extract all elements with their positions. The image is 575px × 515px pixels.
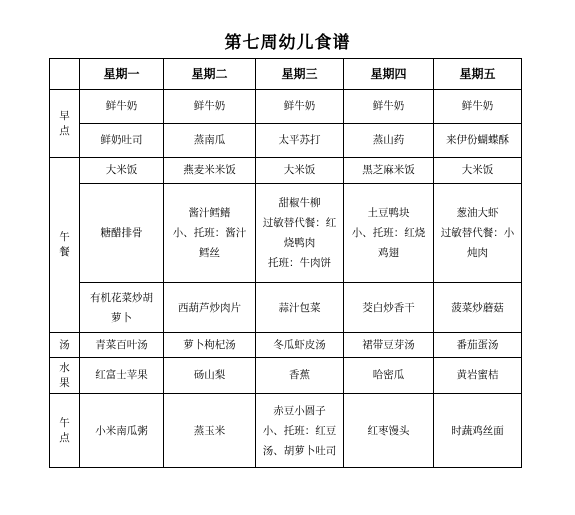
menu-table [49, 58, 522, 468]
menu-cell [164, 394, 256, 468]
cell-line: 红枣馒头 [367, 424, 410, 437]
snack-row [50, 394, 522, 468]
cell-line: 烧鸭肉 [283, 237, 316, 249]
menu-cell: 蒸南瓜 [164, 124, 256, 158]
cell-line: 托班：牛肉饼 [268, 257, 331, 269]
cell-line: 茭白炒香干 [362, 301, 415, 314]
cell-line: 小米南瓜粥 [95, 424, 148, 437]
menu-cell: 哈密瓜 [344, 358, 434, 394]
cell-line: 小、托班：红豆 [262, 424, 337, 437]
cell-line: 赤豆小圆子 [273, 404, 326, 417]
menu-cell [164, 184, 256, 283]
menu-cell: 鲜奶吐司 [80, 124, 164, 158]
menu-cell: 鲜牛奶 [256, 90, 344, 124]
breakfast-row-1 [50, 90, 522, 124]
menu-cell [80, 394, 164, 468]
menu-cell: 番茄蛋汤 [434, 333, 522, 358]
menu-cell: 香蕉 [256, 358, 344, 394]
menu-cell [80, 184, 164, 283]
menu-cell: 萝卜枸杞汤 [164, 333, 256, 358]
meal-label-text: 水果 [59, 361, 70, 389]
meal-label-lunch [50, 158, 80, 333]
cell-line: 萝卜 [111, 311, 132, 324]
cell-line: 菠菜炒蘑菇 [451, 301, 504, 314]
menu-cell: 鲜牛奶 [164, 90, 256, 124]
cell-line: 有机花菜炒胡 [90, 291, 153, 304]
day-header: 星期五 [434, 59, 522, 90]
cell-line: 葱油大虾 [456, 207, 499, 219]
cell-line: 小、托班：红烧 [351, 227, 426, 239]
menu-cell: 蒸山药 [344, 124, 434, 158]
corner-cell [50, 59, 80, 90]
cell-line: 蒜汁包菜 [278, 301, 321, 314]
menu-cell: 来伊份蝴蝶酥 [434, 124, 522, 158]
menu-cell: 鲜牛奶 [80, 90, 164, 124]
fruit-row [50, 358, 522, 394]
menu-cell [256, 184, 344, 283]
soup-row [50, 333, 522, 358]
breakfast-row-2 [50, 124, 522, 158]
day-header: 星期三 [256, 59, 344, 90]
cell-line: 蒸玉米 [193, 424, 226, 437]
menu-cell: 黄岩蜜桔 [434, 358, 522, 394]
lunch-row-2 [50, 184, 522, 283]
meal-label-soup: 汤 [50, 333, 80, 358]
menu-cell [344, 283, 434, 333]
header-row [50, 59, 522, 90]
menu-cell [434, 283, 522, 333]
meal-label-fruit [50, 358, 80, 394]
menu-cell: 青菜百叶汤 [80, 333, 164, 358]
menu-cell [344, 394, 434, 468]
menu-cell [256, 283, 344, 333]
cell-line: 炖肉 [467, 247, 488, 259]
meal-label-snack [50, 394, 80, 468]
menu-cell: 裙带豆芽汤 [344, 333, 434, 358]
cell-line: 鳕丝 [199, 247, 220, 259]
menu-cell [256, 394, 344, 468]
menu-cell: 鲜牛奶 [344, 90, 434, 124]
meal-label-text: 午餐 [59, 231, 70, 258]
day-header: 星期四 [344, 59, 434, 90]
menu-cell: 大米饭 [434, 158, 522, 184]
lunch-row-3 [50, 283, 522, 333]
cell-line: 西葫芦炒肉片 [178, 301, 241, 314]
cell-line: 糖醋排骨 [100, 227, 143, 239]
page-title: 第七周幼儿食谱 [224, 33, 351, 53]
cell-line: 小、托班：酱汁 [172, 227, 247, 239]
cell-line: 酱汁鳕鳍 [188, 207, 231, 219]
menu-cell: 冬瓜虾皮汤 [256, 333, 344, 358]
menu-cell: 黑芝麻米饭 [344, 158, 434, 184]
menu-cell [80, 283, 164, 333]
cell-line: 土豆鸭块 [367, 207, 410, 219]
menu-cell: 燕麦米米饭 [164, 158, 256, 184]
cell-line: 过敏替代餐：小 [440, 227, 515, 239]
cell-line: 时蔬鸡丝面 [451, 424, 504, 437]
menu-cell [434, 394, 522, 468]
meal-label-text: 午点 [59, 416, 70, 444]
menu-cell: 大米饭 [80, 158, 164, 184]
menu-cell: 砀山梨 [164, 358, 256, 394]
lunch-row-1 [50, 158, 522, 184]
menu-cell: 红富士苹果 [80, 358, 164, 394]
day-header: 星期一 [80, 59, 164, 90]
menu-cell [434, 184, 522, 283]
cell-line: 汤、胡萝卜吐司 [262, 444, 337, 457]
cell-line: 鸡翅 [378, 247, 399, 259]
menu-cell: 大米饭 [256, 158, 344, 184]
meal-label-text: 早点 [59, 109, 70, 137]
menu-cell [344, 184, 434, 283]
menu-cell: 鲜牛奶 [434, 90, 522, 124]
menu-cell [164, 283, 256, 333]
menu-cell: 太平苏打 [256, 124, 344, 158]
cell-line: 过敏替代餐：红 [262, 217, 337, 229]
meal-label-breakfast [50, 90, 80, 158]
day-header: 星期二 [164, 59, 256, 90]
cell-line: 甜椒牛柳 [278, 197, 321, 209]
